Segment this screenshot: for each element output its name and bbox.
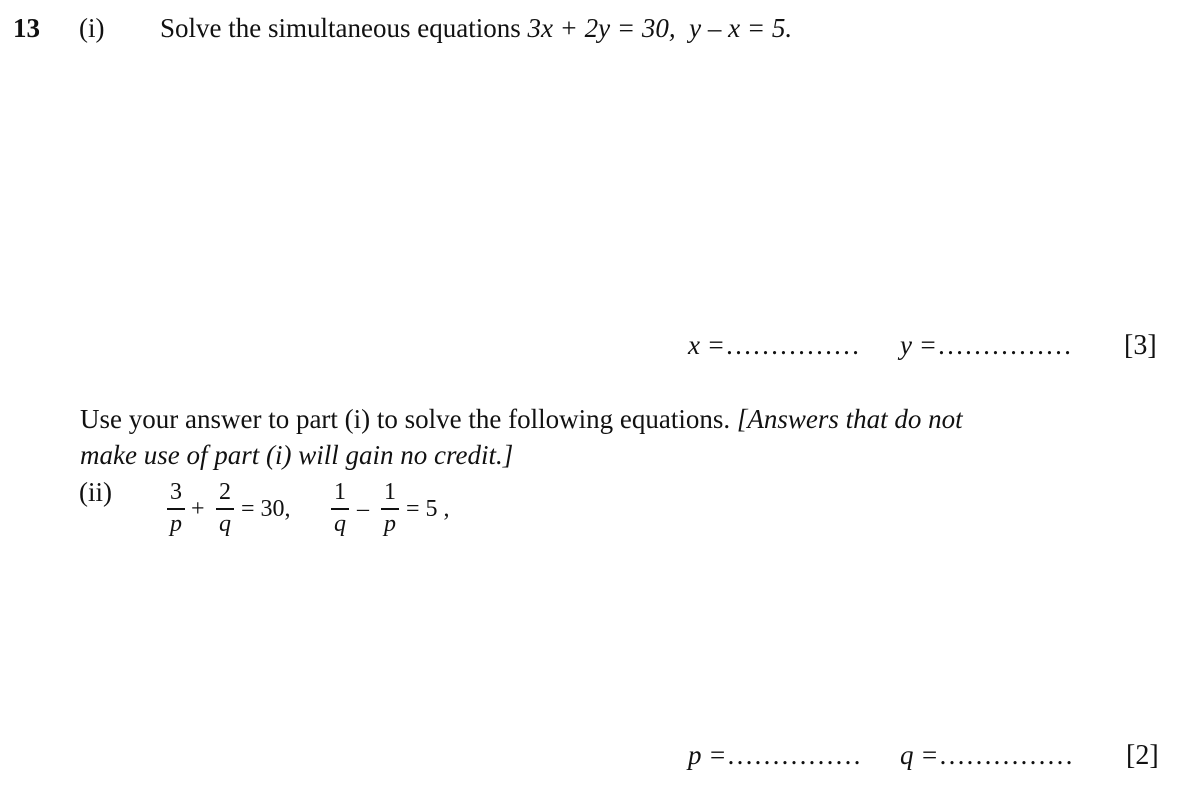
instruction-line-1 xyxy=(80,401,963,437)
fraction-numerator: 1 xyxy=(384,479,396,505)
answer-p xyxy=(688,740,861,771)
answer-y xyxy=(900,330,1072,361)
instruction-line-2: make use of part (i) will gain no credit.] xyxy=(80,440,514,470)
equation-2: y – x = 5. xyxy=(689,13,793,43)
part-i-prompt: Solve the simultaneous equations xyxy=(160,13,528,43)
part-i-statement xyxy=(160,13,792,44)
instruction-italic-1: [Answers that do not xyxy=(736,404,963,434)
q-answer-label: q = xyxy=(900,740,939,770)
marks-part-ii: [2] xyxy=(1126,740,1159,771)
answer-x xyxy=(688,330,860,361)
instruction-plain: Use your answer to part (i) to solve the following equations. xyxy=(80,404,737,434)
y-answer-blank[interactable]: …………… xyxy=(936,330,1072,360)
fraction-1-over-q xyxy=(329,478,351,538)
fraction-numerator: 1 xyxy=(334,479,346,505)
answer-q xyxy=(900,740,1073,771)
fraction-3-over-p xyxy=(165,478,187,538)
question-number: 13 xyxy=(13,13,40,43)
fraction-denominator: q xyxy=(219,511,231,537)
equation-1: 3x + 2y = 30, xyxy=(527,13,676,43)
fraction-numerator: 3 xyxy=(170,479,182,505)
y-answer-label: y = xyxy=(900,330,937,360)
fraction-numerator: 2 xyxy=(219,479,231,505)
fraction-denominator: p xyxy=(384,511,396,537)
q-answer-blank[interactable]: …………… xyxy=(938,740,1074,770)
fraction-2-over-q xyxy=(214,478,236,538)
fraction-denominator: q xyxy=(334,511,346,537)
p-answer-blank[interactable]: …………… xyxy=(726,740,862,770)
minus-sign: – xyxy=(357,496,369,522)
part-ii-label: (ii) xyxy=(79,477,112,507)
fraction-1-over-p xyxy=(379,478,401,538)
equation-1-rhs: = 30, xyxy=(241,496,291,522)
marks-part-i: [3] xyxy=(1124,330,1157,361)
p-answer-label: p = xyxy=(688,740,727,770)
fraction-denominator: p xyxy=(170,511,182,537)
x-answer-label: x = xyxy=(688,330,725,360)
part-i-label: (i) xyxy=(79,13,105,43)
plus-sign: + xyxy=(191,496,205,522)
equation-2-rhs: = 5 , xyxy=(406,496,450,522)
x-answer-blank[interactable]: …………… xyxy=(724,330,860,360)
